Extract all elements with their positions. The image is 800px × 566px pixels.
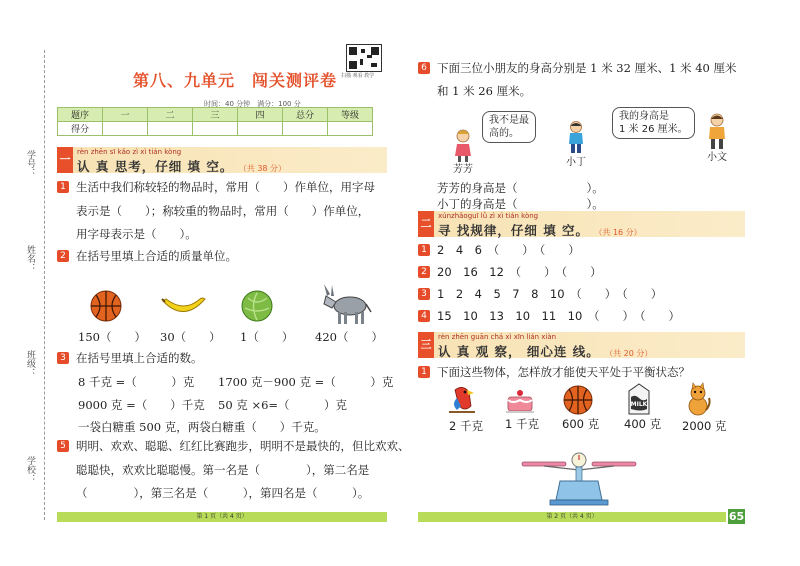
score-table-header: 四 xyxy=(238,108,283,122)
cat-icon xyxy=(684,382,712,416)
question-number: 1 xyxy=(418,366,430,378)
pattern-row: 15 10 13 10 11 10 （ ） （ ） xyxy=(437,309,681,323)
section-number: 一 xyxy=(57,147,73,173)
score-cell[interactable] xyxy=(238,122,283,136)
q6-answer: 芳芳的身高是（ ）。 xyxy=(437,181,604,195)
milk-carton-shape xyxy=(625,383,653,415)
section-header-2 xyxy=(418,211,745,237)
boy-xiaoding-icon xyxy=(566,120,586,154)
q3-item: 50 克 ×6=（ ）克 xyxy=(218,398,348,412)
donkey-icon xyxy=(318,282,372,326)
section-points: （共 20 分） xyxy=(605,349,653,358)
question-number: 2 xyxy=(57,250,69,262)
boy-xiaowen-icon xyxy=(706,113,728,149)
q2-item: 420（ ） xyxy=(315,330,383,344)
section-title-text: 寻 找规律，仔细 填 空。 xyxy=(438,223,590,238)
basketball-icon xyxy=(90,290,122,322)
question-number: 3 xyxy=(418,288,430,300)
qr-caption: 扫描 观看 教学 xyxy=(341,73,375,79)
girl-fangfang-icon xyxy=(452,128,474,162)
q1-line: 用字母表示是（ ）。 xyxy=(76,227,197,241)
page-number: 65 xyxy=(728,510,745,523)
speech-bubble-1 xyxy=(482,111,536,143)
kid-name: 芳芳 xyxy=(453,164,473,175)
spine-class-label: 班级： xyxy=(25,350,35,377)
footer-page-2: 第 2 页（共 4 页） xyxy=(418,512,726,522)
section-title xyxy=(438,342,652,360)
score-cell[interactable] xyxy=(328,122,373,136)
score-table-header: 等级 xyxy=(328,108,373,122)
qr-code-icon xyxy=(346,44,382,72)
kid-name: 小文 xyxy=(707,152,727,163)
section-points: （共 38 分） xyxy=(238,164,287,173)
pattern-row: 20 16 12 （ ） （ ） xyxy=(437,265,602,279)
kid-name: 小丁 xyxy=(566,157,586,168)
weight-label: 2 千克 xyxy=(449,419,483,433)
spine-student-id-label: 学号： xyxy=(25,150,35,177)
q6-line: 和 1 米 26 厘米。 xyxy=(437,84,532,98)
bubble-line: 我不是最 xyxy=(489,115,529,126)
section-pinyin: xúnzhǎoguī lǜ zì xì tián kòng xyxy=(438,212,539,220)
question-number: 2 xyxy=(418,266,430,278)
cake-icon xyxy=(505,386,535,414)
q5-line: 聪聪快，欢欢比聪聪慢。第一名是（ ），第二名是 xyxy=(76,463,370,477)
score-table-header: 二 xyxy=(148,108,193,122)
pattern-row: 2 4 6 （ ） （ ） xyxy=(437,243,580,257)
score-cell[interactable] xyxy=(148,122,193,136)
basketball-icon xyxy=(563,385,593,415)
section-title-text: 认 真 思考，仔细 填 空。 xyxy=(77,159,234,174)
section-pinyin: rèn zhēn sī kǎo zì xì tián kòng xyxy=(77,148,182,156)
milk-label: MILK xyxy=(630,401,648,408)
spine-name-label: 姓名： xyxy=(25,245,35,272)
score-table-header: 题序 xyxy=(58,108,103,122)
weight-label: 1 千克 xyxy=(505,417,539,431)
q2-text: 在括号里填上合适的质量单位。 xyxy=(76,249,237,263)
weight-label: 600 克 xyxy=(562,417,600,431)
weight-label: 400 克 xyxy=(624,417,662,431)
question-number: 4 xyxy=(418,310,430,322)
q7-text: 下面这些物体，怎样放才能使天平处于平衡状态？ xyxy=(437,365,690,379)
q1-line: 生活中我们称较轻的物品时，常用（ ）作单位，用字母 xyxy=(76,180,375,194)
q2-item: 150（ ） xyxy=(78,330,146,344)
section-header-3 xyxy=(418,332,745,358)
q3-item: 9000 克 =（ ）千克 xyxy=(78,398,205,412)
page-title: 第八、九单元 闯关测评卷 xyxy=(133,71,338,90)
question-number: 6 xyxy=(418,62,430,74)
spine-school-label: 学校： xyxy=(25,456,35,483)
score-table-header: 总分 xyxy=(283,108,328,122)
score-cell[interactable] xyxy=(103,122,148,136)
parrot-icon xyxy=(447,384,477,416)
pattern-row: 1 2 4 5 7 8 10 （ ） （ ） xyxy=(437,287,663,301)
section-header-1 xyxy=(57,147,387,173)
footer-page-1: 第 1 页（共 4 页） xyxy=(57,512,387,522)
question-number: 1 xyxy=(57,181,69,193)
q5-line: 明明、欢欢、聪聪、红红比赛跑步，明明不是最快的，但比欢欢、 xyxy=(76,439,410,453)
q3-item: 1700 克－900 克 =（ ）克 xyxy=(218,375,394,389)
section-title xyxy=(438,221,642,239)
q5-line: （ ），第三名是（ ），第四名是（ ）。 xyxy=(76,486,370,500)
exam-meta: 时间：40 分钟 满分：100 分 xyxy=(204,100,301,108)
q2-item: 30（ ） xyxy=(160,330,221,344)
balance-scale-icon xyxy=(520,448,638,508)
question-number: 3 xyxy=(57,352,69,364)
score-table xyxy=(57,107,373,136)
binding-line xyxy=(44,50,45,520)
score-table-header: 三 xyxy=(193,108,238,122)
section-number: 二 xyxy=(418,211,434,237)
bubble-line: 我的身高是 xyxy=(619,111,669,122)
section-title-text: 认 真 观 察， 细心连 线。 xyxy=(438,344,600,359)
score-cell[interactable] xyxy=(193,122,238,136)
section-title xyxy=(77,157,286,175)
score-row-label: 得分 xyxy=(58,122,103,136)
speech-bubble-2 xyxy=(612,107,695,139)
bubble-line: 高的。 xyxy=(489,128,519,139)
section-points: （共 16 分） xyxy=(594,228,642,237)
section-number: 三 xyxy=(418,332,434,358)
q2-item: 1（ ） xyxy=(240,330,294,344)
q6-line: 下面三位小朋友的身高分别是 1 米 32 厘米、1 米 40 厘米 xyxy=(437,61,737,75)
cabbage-icon xyxy=(240,288,274,322)
weight-label: 2000 克 xyxy=(682,419,727,433)
score-table-header: 一 xyxy=(103,108,148,122)
q1-line: 表示是（ ）；称较重的物品时，常用（ ）作单位， xyxy=(76,204,370,218)
q3-text: 在括号里填上合适的数。 xyxy=(76,351,203,365)
section-pinyin: rèn zhēn guān chá xì xīn lián xiàn xyxy=(438,333,557,341)
question-number: 5 xyxy=(57,440,69,452)
milk-carton-icon xyxy=(625,383,653,415)
q3-item: 8 千克 =（ ）克 xyxy=(78,375,195,389)
score-cell[interactable] xyxy=(283,122,328,136)
banana-icon xyxy=(160,293,208,319)
question-number: 1 xyxy=(418,244,430,256)
q4-text: 一袋白糖重 500 克，两袋白糖重（ ）千克。 xyxy=(78,420,326,434)
bubble-line: 1 米 26 厘米。 xyxy=(619,124,688,135)
q6-answer: 小丁的身高是（ ）。 xyxy=(437,197,604,211)
